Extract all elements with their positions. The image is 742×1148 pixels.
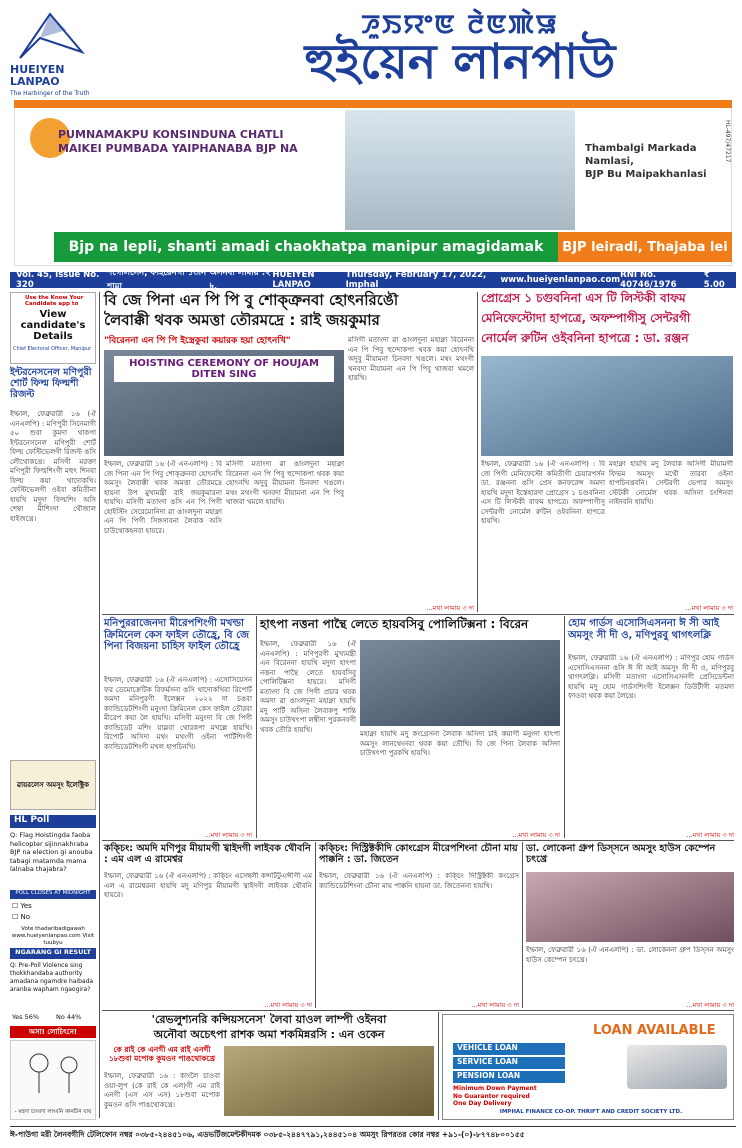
bottom-body: ইম্ফাল, ফেব্রুৱারী ১৬ : কাংলৈ চাওবা ওয়া-লুপ (কে রাই কে এল)গী এম রাই এনগী (এস এস এস) ১৮শুবা মপোক কুমওন ঙসি পাঙথোকখ্রে। [104, 1072, 220, 1109]
result-no: No 44% [56, 1013, 82, 1021]
cartoon-caption: - মহুদা চাংবদা লাংবনি কানচীন যায় [14, 1109, 92, 1115]
column-rule [315, 842, 316, 1008]
poll-vote-info: Vote thadaribadigawah www.hueiyenlanpao.com Visit tuubyu [11, 926, 95, 946]
lead-body-col3: মসিগী মতাংদা ৱা ঙাংলদুনা মহাক্না বিরেননা এন পি পিবু হুন্দোকপা থবক কয়া হোৎনখি অদুবু মীয়ামনা চিনবদা খঙলে। মথং মথংগী খনবদা মীয়ামনা এন পি পিবু থাজবা থমলে হায়খি। [348, 336, 474, 382]
column-rule [99, 292, 100, 1118]
rni-number: RNI No. 40746/1976 [620, 270, 677, 290]
logo-tagline: The Harbinger of the Truth [10, 90, 90, 97]
loan-company [453, 1109, 729, 1115]
result-yes: Yes 56% [12, 1013, 40, 1021]
bottom-headline-2: অনৌবা অচেৎপা রাশক অমা শকমিন্নরসি : এন ওকেন [153, 1028, 385, 1041]
loan-title: LOAN AVAILABLE [593, 1023, 716, 1038]
loan-item-2: PENSION LOAN [453, 1071, 565, 1083]
voter-app-foot: Chief Electoral Officer, Manipur [13, 346, 92, 352]
ad-orange-bar: BJP leiradi, Thajaba lei [558, 232, 732, 262]
right-continued[interactable]: ...মখা লামায় ৩ দা [685, 604, 733, 612]
poll-question: Q: Flag Hoistingda faoba helicopter sijinnakhraba BJP na election gi anouba tabagi matamda mama lalnaba thajabra? [10, 831, 93, 873]
bottom-subhead: কে রাই কে এনগী এম রাই এনগী ১৮শুবা মপোক কুমওন পাঙথোকখ্রে [108, 1045, 216, 1063]
low3-headline: ডা. লোকেনা গ্রুপ ডিস্সনে অমসুং হাউস কেম্পেন চৎখ্রে [526, 843, 716, 865]
voter-app-head: View candidate's Details [20, 309, 86, 342]
result-question: Q: Pre-Poll Violence sing thokkhandaba authority amadana ngamdre haibada aranba wapham ngaogira? [10, 962, 94, 993]
mid-center-body-col2: মহাক্না হায়খি মদু কংগ্রেসনা লৈবাক অসিদা চহি কয়াগী মনুংদা হাৎপা অমসুং লানথেংনবা থবক কয়া তৌখি। বি জে পিনা লৈবাক অসিদা চাউখৎপা পুরকখি হায়খি। [360, 730, 560, 757]
dateline-date: Thursday, February 17, 2022, Imphal [345, 270, 487, 290]
sidebar-ad [10, 760, 96, 810]
mid-center-body-col1: ইম্ফাল, ফেব্রুৱারী ১৬ (ঐ এনএলপি) : মণিপুরগী মুখ্যমন্ত্রী এন বিরেননা হায়খি মদুদা হাৎপা নত্তনা পান্থৈ লেতে হায়বসিবু পোলিটিক্সনা হায়রে। মসিগী মতাংদা বি জে পিগী প্রচার থবক অমদা ৱা ঙাংলদুনা মহাক্না হায়খি মদু পার্টি অসিনা লৈবাকপু শান্তি অমসুং চাউখৎপা লম্বীদা পুরকনবগী থবক তৌরি হায়খি। [260, 640, 356, 734]
low1-continued[interactable]: ...মখা লামায় ৩ দা [264, 1001, 312, 1009]
column-rule [438, 1012, 439, 1120]
ad-left-line2: MAIKEI PUMBADA YAIPHANABA BJP NA [58, 142, 298, 155]
masthead-meitei-title: ꯍꯨꯏꯌꯦꯟ ꯂꯥꯟꯄꯥꯎ [361, 10, 559, 40]
ad-left-text [58, 128, 338, 156]
poll-yes-label: Yes [20, 902, 32, 910]
result-header: NGARANG GI RESULT [10, 948, 96, 959]
mid-center-headline: হাৎপা নত্তনা পান্থৈ লেতে হায়বসিবু পোলিটিক্সনা : বিরেন [260, 617, 529, 631]
bottom-headline-1: 'রেভলুশ্যনরি কন্সিয়সনেস' লৈবা য়াওল লাম্পী ওইনবা [151, 1013, 387, 1026]
ad-right-line2: BJP Bu Maipakhanlasi [585, 169, 707, 180]
lead-photo [104, 350, 344, 456]
right-body-col2: মহাক্না হায়খি মদু লৈবাক অসিগী মীয়ামগী ফিভম অমসুং মথৌ তারবা ওইনা হাপচিনখ্রবনি। সেন্টরগী ভেপার অমসুং স্টেটকী নোর্মেল থবক অসিনা চংশিনবা নাইদবনি হায়খি। [609, 460, 733, 506]
loan-bullet-1: No Guarantor required [453, 1092, 530, 1100]
mid-center-continued[interactable]: ...মখা লামায় ৩ দা [512, 831, 560, 839]
low2-continued[interactable]: ...মখা লামায় ৩ দা [471, 1001, 519, 1009]
mid-left-continued[interactable]: ...মখা লামায় ৩ দা [204, 831, 252, 839]
voter-app-box [10, 292, 96, 364]
right-body-col1: ইম্ফাল, ফেব্রুৱারী ১৬ (ঐ এনএলপি) : বি জে পিগী মেনিফেস্টো কমিতীগী চেয়ারপর্সন ডা. রঞ্জননা ঙসি প্রেস কনফরেন্স অমদা হায়খি মদুদা ইস্তেহারদা প্রোগ্রেস ১ চগুবনিনা এস টি লিস্টকী বাফম হাপত্রে। অফম্পাগীসু সেন্টরগী নোর্মেল রুটিন ওইবনিনা হাপত্রে হায়খি। [481, 460, 605, 525]
low2-body: ইম্ফাল, ফেব্রুৱারী ১৬ (ঐ এনএলপি) : কক্চিং দিস্ট্রিক্টকী কংগ্রেস ক্যান্ডিডেটশিংনা চৌনা মায় পাক্কনি হায়না ডা. জিতেননা হায়খি। [319, 872, 519, 890]
loan-bullet-2: One Day Delivery [453, 1100, 512, 1107]
ad-code: HL-497/47217 [724, 120, 731, 163]
loan-item-1: SERVICE LOAN [453, 1057, 565, 1069]
loan-company-name: IMPHAL FINANCE CO-OP. THRIFT AND CREDIT SOCIETY LTD. [499, 1109, 683, 1115]
logo-name: HUEIYEN LANPAO [10, 63, 65, 88]
dateline-paper: HUEIYEN LANPAO [272, 270, 315, 290]
dateline-website: www.hueiyenlanpao.com [500, 275, 621, 285]
loan-advertisement [442, 1014, 734, 1120]
ad-green-bar: Bjp na lepli, shanti amadi chaokhatpa manipur amagidamak [54, 232, 558, 262]
poll-no-option[interactable]: ☐ No [12, 913, 31, 921]
right-headline-3: নোর্মেল রুটিন ওইবনিনা হাপত্রে : ডা. রঞ্জন [481, 331, 689, 345]
loan-bullets [453, 1085, 537, 1108]
voter-app-top: Use the Know Your Candidate app to [25, 295, 84, 307]
low3-body: ইম্ফাল, ফেব্রুৱারী ১৬ (ঐ এনএলপি) : ডা. লোকেননা গ্রুপ ডিস্সন অমসুং হাউস কেম্পেন চৎখ্রে। [526, 946, 734, 964]
cartoon-header: অসা! লোচিৎনে! [10, 1026, 96, 1038]
lead-continued[interactable]: ...মখা লামায় ৩ দা [426, 604, 474, 612]
right-headline-1: প্রোগ্রেস ১ চগুবনিনা এস টি লিস্টকী বাফম [481, 291, 686, 305]
volume-issue: Vol. 45, Issue No. 320 [16, 270, 100, 290]
manifesto-photo [481, 356, 733, 456]
lead-photo-banner: HOISTING CEREMONY OF HOUJAM DITEN SING [114, 356, 334, 382]
low1-body: ইম্ফাল, ফেব্রুৱারী ১৬ (ঐ এনএলপি) : কক্চিং এসেম্বলী কন্সটিটুএন্সীগী এম এল এ রামেশ্বরনা হায়খি মদু মণিপুর মীয়ামগী খ্বাইদগী লাইবক থৌবনি হায়রে। [104, 872, 312, 899]
column-rule [477, 292, 478, 612]
row-rule [102, 614, 734, 615]
column-rule [522, 842, 523, 1008]
right-headline-2: মেনিফেস্টোদা হাপত্রে, অফম্পাগীসু সেন্টরগী [481, 311, 691, 325]
mid-right-headline: হোম গার্ডস এসোসিএসননা ঈ সী আই অমসুং সী দী ও, মণিপুরবু থাগৎলক্লি [568, 618, 720, 641]
poll-closes: POLL CLOSES AT MIDNIGHT [10, 890, 96, 899]
column-rule [564, 616, 565, 838]
lead-body-col2: মসিগী মতাংদা ৱা ঙাংলদুনা মহাক্না বিরেননা এন পি পিবু হুন্দোকপা থবক কয়া হোৎনখি অদুবু মীয়ামনা চিনবদা খঙলে। মথং মথংগী খনবদা মীয়ামনা এন পি পিবু থাজবা থমলে হায়খি। [226, 460, 344, 506]
sidebar-story-body: ইম্ফাল, ফেব্রুৱারী ১৬ (ঐ এনএলপি) : মণিপুরী সিনেমাগী ৫০ শুবা কুমদা থাকপা ইন্টরনেসনেল মণিপুরী শোর্ট ফিল্ম ফেস্টিভেলগী রিজল্ট ঙসি লৌথোকখ্রে। মসিগী মরক্তা মণিপুরী ফিল্মশিংগী মহুৎ শিনবা ফিল্ম কয়া থাদোকখি। ফেস্টিভেলগী ওইবা কমিতীনা হায়খি মদুদা ফিল্মশিং অসি শেম্বা মীশিংদা থৌজাল হাইজখ্রে। [10, 410, 96, 523]
mid-right-continued[interactable]: ...মখা লামায় ৩ দা [686, 831, 734, 839]
mid-right-body: ইম্ফাল, ফেব্রুৱারী ১৬ (ঐ এনএলপি) : মণিপুর হোম গার্ডস এসোসিএসননা ঙসি ঈ সী আই অমসুং সী দী ও, মণিপুরবু থাগৎলক্লি। মসিগী মতাংদা এসোসিএসনগী প্রেসিডেন্টনা হায়খি মদু হোম গার্ডসশিংগী ইলেক্সন ডিউটীগী মতমদা ফাওবা থবক কয়া লৈখ্রে। [568, 654, 734, 700]
lokeshwar-photo [526, 872, 734, 942]
dateline-bar [10, 268, 736, 292]
biren-photo [360, 640, 560, 726]
loan-item-0: VEHICLE LOAN [453, 1043, 565, 1055]
sidebar-ad-text: ৱায়রলেস অমসুং ইলেক্ট্রিক [17, 781, 89, 789]
footer-contact: ঈ-পাউগা মরী লৈনবগীদি টেলিফোন নম্বর ০৩৮৫-২৪৪৫১০৬, এডভর্টিজমেন্টকীদমক ০৩৮৫-২৪৪৭৭৯১,২৪৪৫১০৪ অমসুং রিপরতর কোর নম্বর +৯১-(০)-৮৭৭৪৮০০১৫৫ [10, 1126, 736, 1142]
kyk-photo [224, 1046, 434, 1116]
poll-yes-option[interactable]: ☐ Yes [12, 902, 32, 910]
dateline-bengali-1: শগোলসেন, ফাইরেনগী ১৩নি শামা [107, 268, 207, 292]
ad-right-line1: Thambalgi Markada Namlasi, [585, 143, 697, 167]
masthead-title: হুইয়েন লানপাউ [304, 34, 616, 90]
low1-headline: কক্চিং: অমদি মণিপুর মীয়ামগী খ্বাইদগী লাইবক থৌবনি : এম এল এ রামেশ্বর [104, 843, 311, 865]
lead-kicker: "বিরেননা এন পি পি ইস্ত্রেকুবা কয়ারক হয়া হোৎনখি" [104, 336, 291, 346]
ad-right-text [585, 142, 715, 181]
vehicle-image [627, 1045, 727, 1089]
mid-left-headline: মনিপুররাজেনদা মীরেপশিংগী মখল্ডা ক্রিমিনেল কেস ফাইল তৌহ্রে, বি জে পিনা বিজয়না চাহিস ফাইল তৌহ্রে [104, 618, 250, 652]
dateline-bengali-2: অসনবা লামায় :২ ৳. [209, 268, 271, 292]
lead-body-col1: ইম্ফাল, ফেব্রুৱারী ১৬ (ঐ এনএলপি) : বি জে পিনা এন পি পিবু শোক্ত্রুনবা হোৎনখি অমসুং লৈবাক্কী থবক অমত্তা তৌরমদ্রে হায়না উপ মুখ্যমন্ত্রী রাই জয়কুমারনা হায়খি। মসিগী মতাংদা ঙসি এন পি পিগী হোইস্টিং সেরেমোনিদা ৱা ঙাংলদুনা মহাক্না এন পি পিগী সিঙ্গসাবনা লৈবাক অসি চাউথোকহনবা হায়রে। [104, 460, 222, 535]
price: ₹ 5.00 [703, 270, 725, 290]
cartoon-image [10, 1040, 96, 1120]
loan-bullet-0: Minimum Down Payment [453, 1085, 537, 1092]
sidebar-story-headline: ইন্টরনেসনেল মণিপুরী শোর্ট ফিল্ম ফিল্মশী রিজল্ট [10, 367, 92, 400]
lead-headline-2: লৈবাক্কী থবক অমত্তা তৌরমদ্রে : রাই জয়কুমার [104, 311, 380, 329]
poll-no-label: No [20, 913, 31, 921]
hl-poll-header: HL Poll [10, 815, 96, 828]
ad-top-strip [14, 100, 732, 108]
row-rule [102, 840, 734, 841]
row-rule [102, 1010, 734, 1011]
lead-headline-1: বি জে পিনা এন পি পি বু শোক্ত্রুনবা হোৎনরিঙৌ [104, 291, 399, 309]
column-rule [256, 616, 257, 838]
ad-left-line1: PUMNAMAKPU KONSINDUNA CHATLI [58, 128, 284, 141]
low2-headline: কক্চিং: দিস্ট্রিক্টকীদি কোংগ্রেস মীরেপশিংনা চৌনা মায় পাক্কনি : ডা. জিতেন [319, 843, 518, 865]
ad-leaders-photo [345, 110, 575, 230]
low3-continued[interactable]: ...মখা লামায় ৩ দা [686, 1001, 734, 1009]
mid-left-body: ইম্ফাল, ফেব্রুৱারী ১৬ (ঐ এনএলপি) : এসোসিয়েসন ফর ডেমোক্রেটিক রিফর্মসনা ঙসি থাদোকখিবা রিপোর্ট অমদা মনিপুরগী ইলেক্সন ২০২২ দা চঙবা ক্যান্ডিডেটশিংগী মনুংদা ক্রিমিনেল কেস ফাইল তৌরবা মীরেপ কয়া লৈ হায়খি। মসিগী মনুংদা বি জে পিগী ক্যান্ডিডেট মশিং য়াম্লবা থোরকপা মখল্লে হায়খি। রিপোর্ট অসিদা মথং মথংগী ওইনা পার্টিশিংগী ক্যান্ডিডেটশিংগী মখল হাপচিনখি। [104, 676, 252, 751]
